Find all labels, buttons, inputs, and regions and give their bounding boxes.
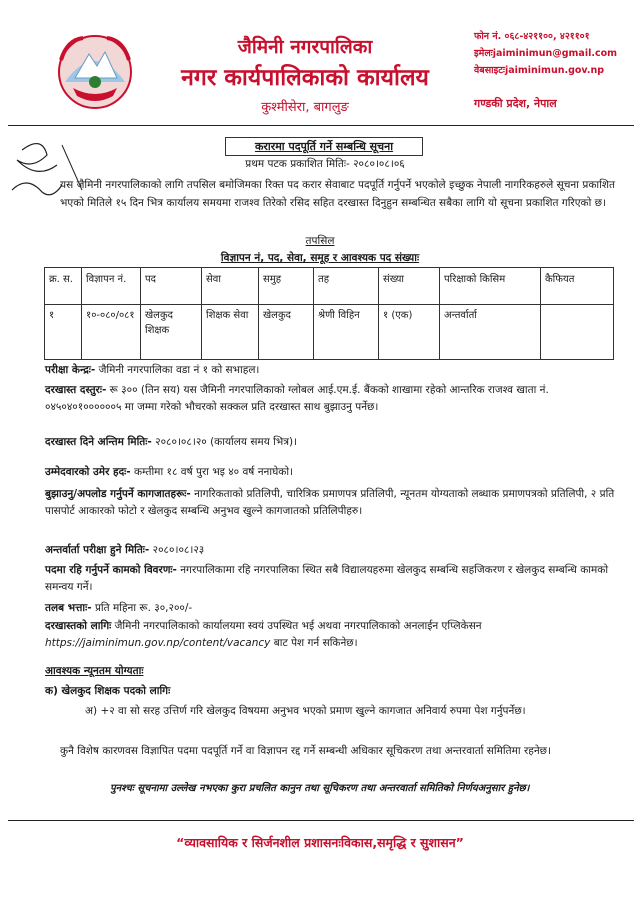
footer-divider: [8, 820, 634, 821]
salary-label: तलब भत्ताः-: [45, 602, 92, 614]
deadline-label: दरखास्त दिने अन्तिम मितिः-: [45, 436, 152, 448]
salary-row: [45, 600, 615, 617]
table-row: [45, 305, 614, 360]
table-cell: १ (एक): [379, 305, 440, 360]
notice-title: करारमा पदपूर्ति गर्ने सम्बन्धि सूचना: [225, 137, 423, 156]
municipality-name: जैमिनी नगरपालिका: [237, 36, 373, 58]
table-cell: खेलकुद शिक्षक: [141, 305, 202, 360]
email-address: इमेलःjaiminimun@gmail.com: [474, 48, 618, 59]
apply-value: जैमिनी नगरपालिकाको कार्यालयमा स्वयं उपस्थित भई अथवा नगरपालिकाको अनलाईन एप्लिकेसन: [114, 620, 482, 632]
header-divider: [8, 125, 634, 126]
requirements-title: आवश्यक न्यूनतम योग्यताः: [45, 665, 144, 677]
contact-block: [474, 28, 639, 79]
office-name: नगर कार्यपालिकाको कार्यालय: [181, 65, 429, 91]
vacancy-link[interactable]: https://jaiminimun.gov.np/content/vacancy: [45, 637, 271, 649]
publication-date: प्रथम पटक प्रकाशित मितिः- २०८०।०८।०६: [245, 158, 405, 170]
salary-value: प्रति महिना रू. ३०,२००/-: [94, 602, 193, 614]
col-header: सेवा: [202, 268, 259, 305]
col-header: परिक्षाको किसिम: [440, 268, 541, 305]
postscript-paragraph: पुनश्चः सूचनामा उल्लेख नभएका कुरा प्रचलित कानुन तथा सूचिकरण तथा अन्तरवार्ता समितिको निर्णयअनुसार हुनेछ।: [110, 783, 530, 794]
slogan: “व्यावसायिक र सिर्जनशील प्रशासनःविकास,समृद्धि र सुशासन”: [176, 835, 464, 850]
vacancy-table: [44, 267, 614, 360]
details-heading: तपसिल: [305, 235, 335, 247]
table-cell: अन्तर्वार्ता: [440, 305, 541, 360]
table-cell: श्रेणी विहिन: [314, 305, 379, 360]
fee-row: [45, 382, 615, 416]
website: वेबसाइटःjaiminimun.gov.np: [474, 65, 605, 76]
apply-row: [45, 618, 615, 652]
apply-suffix: बाट पेश गर्न सकिनेछ।: [273, 637, 358, 649]
deadline-row: [45, 434, 615, 451]
table-cell: शिक्षक सेवा: [202, 305, 259, 360]
col-header: समुह: [259, 268, 314, 305]
fee-label: दरखास्त दस्तुरः-: [45, 384, 107, 396]
table-header-row: [45, 268, 614, 305]
documents-label: बुझाउनु/अपलोड गर्नुपर्ने कागजातहरूः-: [45, 488, 191, 500]
age-row: [45, 464, 615, 481]
table-cell: १: [45, 305, 82, 360]
col-header: क्र. स.: [45, 268, 82, 305]
documents-row: [45, 486, 615, 520]
requirement-item: अ) +२ वा सो सरह उत्तिर्ण गरि खेलकुद विषयमा अनुभव भएको प्रमाण खुल्ने कागजात अनिवार्य रुपमा पेश गर्नुपर्नेछ।: [85, 705, 526, 717]
col-header: तह: [314, 268, 379, 305]
intro-paragraph: यस जैमिनी नगरपालिकाको लागि तपसिल बमोजिमका रिक्त पद करार सेवाबाट पदपूर्ति गर्नुपर्ने भएकोले इच्छुक नेपाली नागरिकहरुले सूचना प्रकाशित भएको मितिले १५ दिन भित्र कार्यालय समयमा राजश्व तिरेको रसिद सहित दरखास्त दिनुहुन सम्बन्धित सबैका लागि यो सूचना प्रकाशित गरिएको छ।: [60, 179, 615, 209]
age-value: कम्तीमा १८ वर्ष पुरा भइ ४० वर्ष ननाघेको।: [134, 466, 294, 478]
interview-label: अन्तर्वार्ता परीक्षा हुने मितिः-: [45, 544, 150, 556]
duty-label: पदमा रहि गर्नुपर्ने कामको विवरणः-: [45, 564, 177, 576]
exam-center-value: जैमिनी नगरपालिका वडा नं १ को सभाहल।: [98, 364, 260, 376]
requirements-subtitle: क) खेलकुद शिक्षक पदको लागिः: [45, 685, 171, 697]
office-address: कुश्मीसेरा, बागलुङ: [261, 100, 349, 115]
col-header: कैफियत: [541, 268, 614, 305]
duty-row: [45, 562, 615, 596]
interview-row: [45, 542, 615, 559]
table-cell: १०-०८०/०८१: [82, 305, 141, 360]
table-cell: [541, 305, 614, 360]
col-header: विज्ञापन नं.: [82, 268, 141, 305]
phone-number: फोन नं. ०६८-४२११००, ४२११०१: [474, 31, 590, 42]
table-cell: खेलकुद: [259, 305, 314, 360]
province-name: गण्डकी प्रदेश, नेपाल: [474, 97, 557, 110]
duty-value: नगरपालिकामा रहि नगरपालिका स्थित सबै विद्यालयहरुमा खेलकुद सम्बन्धि सहजिकरण र खेलकुद सम्बन्धि कामको समन्वय गर्ने।: [45, 564, 609, 593]
exam-center-row: [45, 362, 615, 379]
exam-center-label: परीक्षा केन्द्रः-: [45, 364, 96, 376]
age-label: उम्मेदवारको उमेर हदः-: [45, 466, 131, 478]
col-header: संख्या: [379, 268, 440, 305]
fee-value: रू ३०० (तिन सय) यस जैमिनी नगरपालिकाको ग्लोबल आई.एम.ई. बैंकको शाखामा रहेको आन्तरिक राजश्व खाता नं. ०४५०४०१००००००५ मा जम्मा गरेको भौचरको सक्कल प्रति दरखास्त साथ बुझाउनु पर्नेछ।: [45, 384, 549, 413]
authority-paragraph: कुनै विशेष कारणवस विज्ञापित पदमा पदपूर्ति गर्ने वा विज्ञापन रद्द गर्ने सम्बन्धी अधिकार सूचिकरण तथा अन्तरवार्ता समितिमा रहनेछ।: [60, 745, 551, 757]
documents-value: नागरिकताको प्रतिलिपी, चारित्रिक प्रमाणपत्र प्रतिलिपी, न्यूनतम योग्यताको लब्धाक प्रमाणपत्रको प्रतिलिपी, २ प्रति पासपोर्ट आकारको फोटो र खेलकुद सम्बन्धि अनुभव खुल्ने कागजातको प्रतिलिपीहरु।: [45, 488, 615, 517]
interview-value: २०८०।०८।२३: [152, 544, 205, 556]
nepal-emblem-icon: [55, 30, 135, 112]
apply-label: दरखास्तको लागिः: [45, 620, 112, 632]
deadline-value: २०८०।०८।२० (कार्यालय समय भित्र)।: [155, 436, 298, 448]
table-caption: विज्ञापन नं, पद, सेवा, समूह र आवश्यक पद संख्याः: [220, 252, 420, 264]
col-header: पद: [141, 268, 202, 305]
